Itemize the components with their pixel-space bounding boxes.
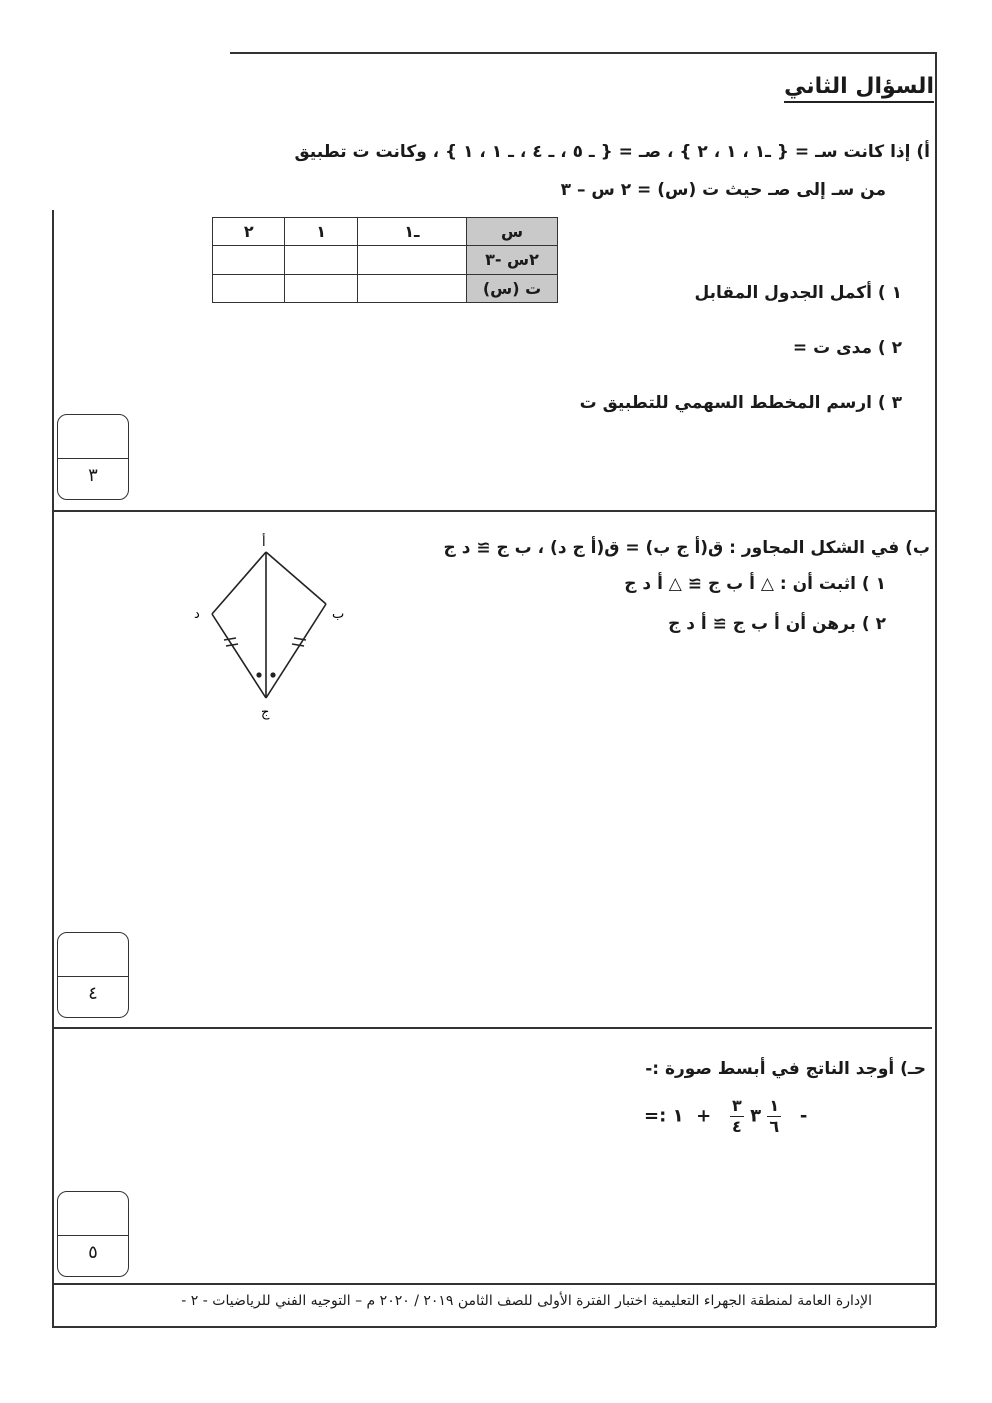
table-row-2x (213, 246, 558, 274)
score-value: ٤ (88, 983, 98, 1004)
angle-mark-dot (270, 672, 275, 677)
expr-minus: - (799, 1105, 808, 1127)
score-divider (58, 458, 128, 459)
table-cell: ١ (285, 218, 357, 246)
part-a-q1: ١ ) أكمل الجدول المقابل (694, 283, 902, 303)
table-cell-blank[interactable] (285, 246, 357, 274)
fraction-1 (767, 1098, 781, 1135)
kite-figure (180, 530, 360, 720)
expr-plus: + (696, 1105, 712, 1127)
vertex-label-left: د (194, 607, 200, 622)
right-border (935, 52, 937, 1327)
vertex-label-bottom: ج (261, 705, 270, 720)
score-divider (58, 1235, 128, 1236)
left-border (52, 210, 54, 1327)
footer-text: الإدارة العامة لمنطقة الجهراء التعليمية اختبار الفترة الأولى للصف الثامن ٢٠١٩ / ٢٠٢٠ م – التوجيه الفني للرياضيات - ٢ - (181, 1293, 872, 1309)
table-cell-blank[interactable] (213, 274, 285, 302)
segment-dc (212, 614, 266, 698)
divider-1 (52, 510, 936, 512)
expr-equals: =: (644, 1105, 667, 1127)
table-cell-blank[interactable] (357, 246, 466, 274)
score-box-c (57, 1191, 129, 1277)
fraction-2-numerator: ٣ (732, 1096, 742, 1115)
vertex-label-right: ب (332, 607, 345, 622)
table-cell-blank[interactable] (285, 274, 357, 302)
score-value: ٣ (88, 465, 98, 486)
table-row-t (213, 274, 558, 302)
expr-whole-2: ٣ (750, 1105, 762, 1127)
part-a-q2: ٢ ) مدى ت = (792, 338, 902, 358)
table-cell-blank[interactable] (357, 274, 466, 302)
top-rule (230, 52, 936, 54)
score-box-b (57, 932, 129, 1018)
table-header-2x: ٢س -٣ (467, 246, 558, 274)
part-b-q2: ٢ ) برهن أن أ ب ج ≅ أ د ج (668, 614, 886, 634)
segment-ad (212, 552, 266, 614)
vertex-label-top: أ (262, 535, 266, 550)
tick-mark (226, 644, 238, 646)
table-header-t: ت (س) (467, 274, 558, 302)
score-value: ٥ (88, 1242, 98, 1263)
table-row-x (213, 218, 558, 246)
fraction-2-denominator: ٤ (732, 1117, 742, 1136)
table-cell: ٢ (213, 218, 285, 246)
fraction-1-denominator: ٦ (769, 1117, 780, 1136)
segment-bc (266, 604, 326, 698)
values-table (212, 217, 558, 303)
table-header-x: س (467, 218, 558, 246)
page-title: السؤال الثاني (784, 74, 934, 103)
fraction-2 (730, 1098, 744, 1135)
segment-ab (266, 552, 326, 604)
part-b-q1: ١ ) اثبت أن : △ أ ب ج ≅ △ أ د ج (624, 574, 886, 594)
divider-2 (52, 1027, 932, 1029)
footer-rule (52, 1283, 936, 1285)
part-a-q3: ٣ ) ارسم المخطط السهمي للتطبيق ت (579, 393, 902, 413)
angle-mark-dot (256, 672, 261, 677)
score-divider (58, 976, 128, 977)
fraction-1-numerator: ١ (769, 1096, 780, 1115)
part-b-intro: ب) في الشكل المجاور : ق(أ ج ب) = ق(أ ج د) ، ب ج ≅ د ج (443, 538, 930, 558)
expr-whole-1: ١ (672, 1105, 684, 1127)
fraction-expression (644, 1098, 807, 1135)
part-a-line2: من سـ إلى صـ حيث ت (س) = ٢ س – ٣ (560, 180, 886, 200)
table-cell-blank[interactable] (213, 246, 285, 274)
table-cell: ـ١ (357, 218, 466, 246)
part-c-intro: حـ) أوجد الناتج في أبسط صورة :- (645, 1059, 926, 1079)
tick-mark (292, 644, 304, 646)
part-a-line1: أ) إذا كانت سـ = { ـ١ ، ١ ، ٢ } ، صـ = { ـ ٥ ، ـ ٤ ، ـ ١ ، ١ } ، وكانت ت تطبيق (294, 142, 930, 162)
bottom-rule (52, 1326, 936, 1328)
score-box-a (57, 414, 129, 500)
tick-mark (224, 638, 236, 640)
